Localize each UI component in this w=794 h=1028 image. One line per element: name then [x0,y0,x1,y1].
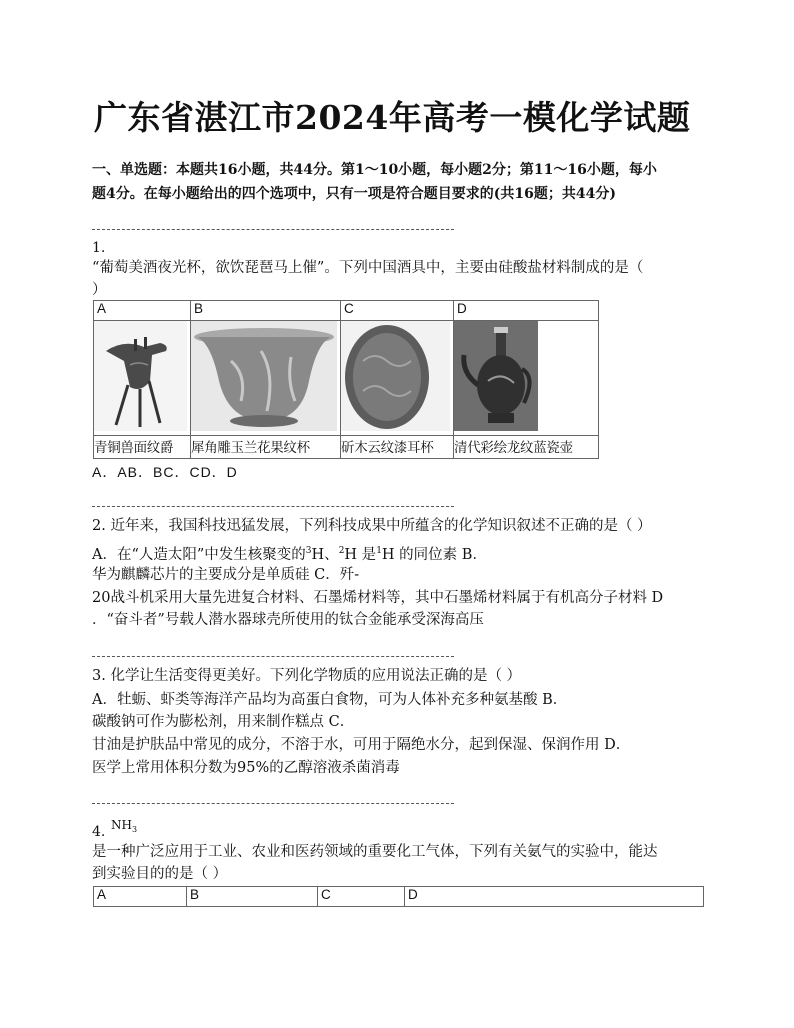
q3-line-2: A．牡蛎、虾类等海洋产品均为高蛋白食物，可为人体补充多种氨基酸 B． [92,692,568,708]
rhino-horn-cup-image [191,321,337,431]
q2-superscript: 1 [376,546,382,556]
section-line-1: 一、单选题：本题共16小题，共44分。第1～10小题，每小题2分；第11～16小题，每小 [92,162,657,178]
bronze-jue-image [94,321,187,431]
q3-line-3: 碳酸钠可作为膨松剂，用来制作糕点 C． [92,714,355,730]
q2-superscript: 2 [338,546,345,556]
q2-line-2-text: H 是 [344,546,377,563]
q1-stem-line-1: “葡萄美酒夜光杯，欲饮琵琶马上催”。下列中国酒具中，主要由硅酸盐材料制成的是（ [92,260,644,276]
q1-image-cell-d [454,321,599,436]
q1-stem-line-2: ） [92,282,107,298]
q1-header-d: D [454,301,599,321]
q1-answer-options: A．AB．BC．CD．D [92,464,238,480]
q1-header-b: B [191,301,341,321]
page-title: 广东省湛江市2024年高考一模化学试题 [94,98,691,137]
q1-caption-a: 青铜兽面纹爵 [94,436,191,459]
q2-line-4: 20战斗机采用大量先进复合材料、石墨烯材料等，其中石墨烯材料属于有机高分子材料 D [92,590,664,606]
q2-line-2-text: H 的同位素 B． [381,546,487,563]
q3-stem: 3. 化学让生活变得更美好。下列化学物质的应用说法正确的是（ ） [92,668,522,684]
lacquer-ear-cup-image [341,321,450,431]
q1-caption-d: 清代彩绘龙纹蓝瓷壶 [454,436,599,459]
q1-caption-b: 犀角雕玉兰花果纹杯 [191,436,341,459]
q1-caption-c: 斫木云纹漆耳杯 [341,436,454,459]
q4-header-d: D [405,887,704,907]
q1-header-c: C [341,301,454,321]
q2-line-5: ．“奋斗者”号载人潜水器球壳所使用的钛合金能承受深海高压 [92,612,484,628]
q4-header-c: C [318,887,405,907]
q1-image-cell-b [191,321,341,436]
q1-header-a: A [94,301,191,321]
q1-image-cell-c [341,321,454,436]
q2-line-2-text: A．在“人造太阳”中发生核聚变的 [92,546,306,563]
separator [92,656,454,657]
q1-number: 1. [92,240,106,256]
section-instructions [92,158,707,206]
q4-formula [111,818,137,832]
q3-line-4: 甘油是护肤品中常见的成分，不溶于水，可用于隔绝水分，起到保湿、保润作用 D． [92,737,631,753]
q4-formula-subscript: 3 [131,825,138,834]
q4-header-b: B [187,887,318,907]
q4-formula-text: NH [111,818,132,832]
separator [92,229,454,230]
porcelain-ewer-image [454,321,595,431]
q4-line-2: 到实验目的的是（ ） [92,866,228,882]
q2-line-2-text: H、 [311,546,339,563]
q4-number: 4. [92,824,106,840]
q2-line-3: 华为麒麟芯片的主要成分是单质硅 C．歼- [92,567,360,583]
q2-stem: 2. 近年来，我国科技迅猛发展，下列科技成果中所蕴含的化学知识叙述不正确的是（ ） [92,518,652,534]
q4-header-a: A [94,887,187,907]
q1-image-cell-a [94,321,191,436]
q3-line-5: 医学上常用体积分数为95%的乙醇溶液杀菌消毒 [92,760,400,776]
q1-options-table [93,300,599,459]
section-line-2: 题4分。在每小题给出的四个选项中，只有一项是符合题目要求的(共16题；共44分) [92,186,616,202]
q4-options-table [93,886,704,907]
q4-line-1: 是一种广泛应用于工业、农业和医药领域的重要化工气体，下列有关氨气的实验中，能达 [92,844,658,860]
separator [92,803,454,804]
separator [92,506,454,507]
q2-superscript: 3 [305,546,312,556]
